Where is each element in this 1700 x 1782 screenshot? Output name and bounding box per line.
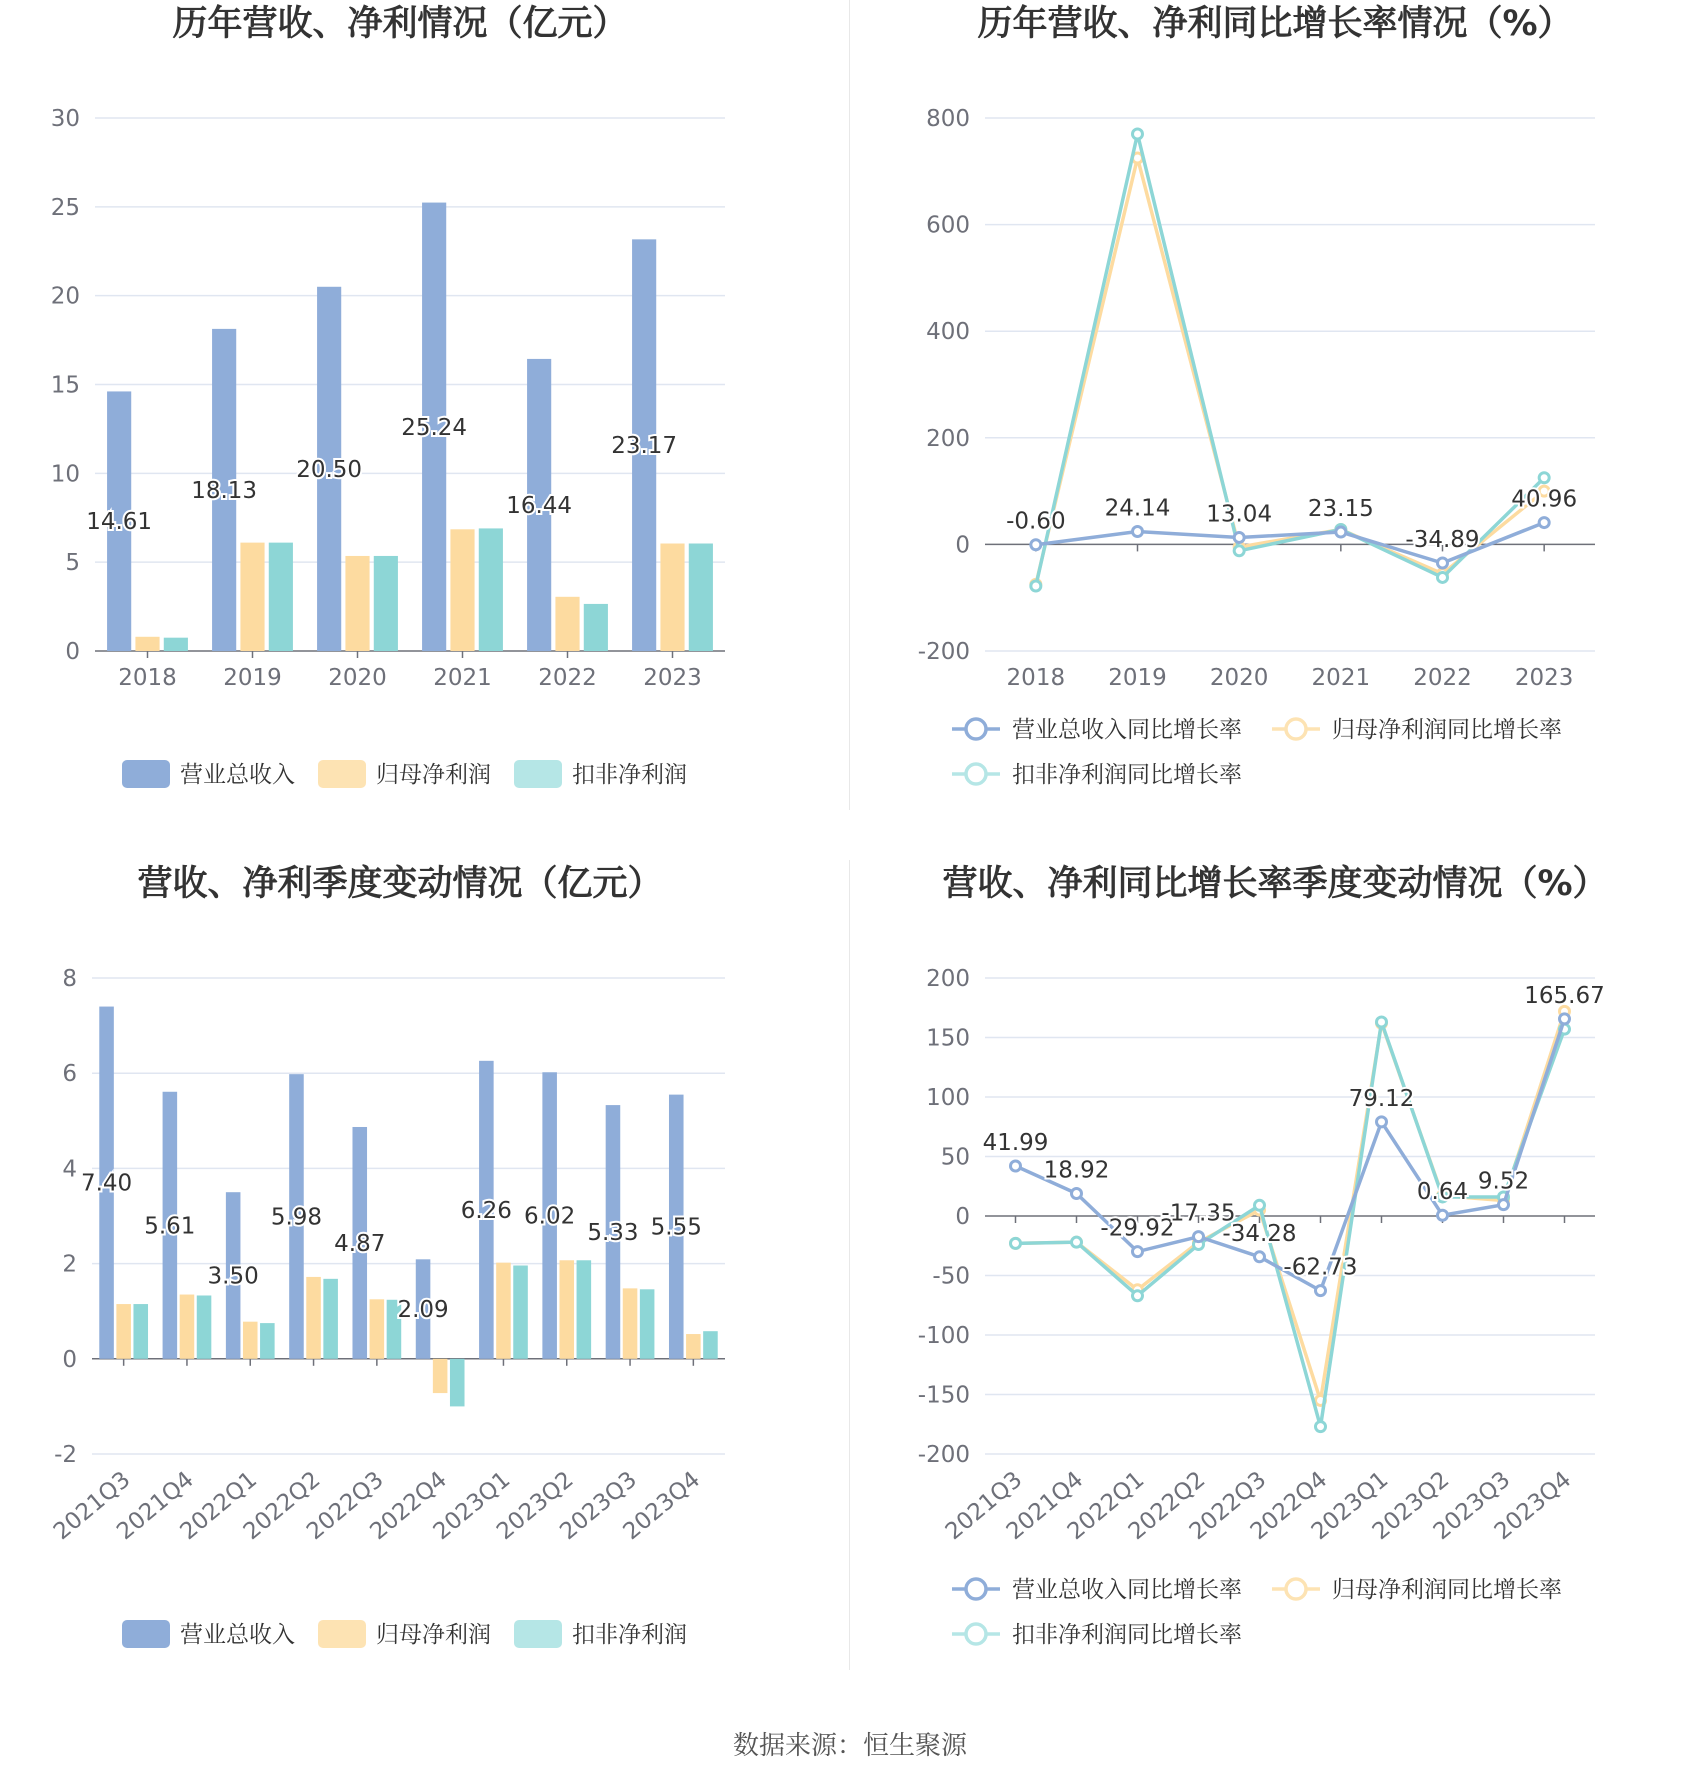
bar <box>496 1263 511 1359</box>
y-tick-label: 0 <box>955 1204 970 1230</box>
y-tick-label: 400 <box>926 319 970 346</box>
y-tick-label: 25 <box>50 194 80 221</box>
data-label: 24.14 <box>1104 495 1171 522</box>
legend-swatch[interactable] <box>318 760 366 788</box>
y-tick-label: 4 <box>62 1156 77 1183</box>
legend-label[interactable]: 营业总收入同比增长率 <box>1012 1577 1242 1603</box>
bar <box>345 556 369 651</box>
data-point <box>1234 546 1244 556</box>
legend-label[interactable]: 扣非净利润同比增长率 <box>1012 1622 1242 1648</box>
series-line <box>1016 1011 1565 1400</box>
x-tick-label: 2020 <box>1209 665 1269 691</box>
x-tick-label: 2022 <box>538 665 597 691</box>
legend-label[interactable]: 营业总收入 <box>180 1622 295 1648</box>
data-label: 18.13 <box>191 477 258 504</box>
x-tick-label: 2021Q3 <box>48 1466 136 1546</box>
legend-swatch-marker[interactable] <box>1286 1579 1306 1599</box>
y-tick-label: 150 <box>926 1025 970 1052</box>
x-tick-label: 2023Q4 <box>1489 1466 1577 1546</box>
bar <box>513 1266 528 1359</box>
bar <box>197 1295 212 1358</box>
legend-swatch-marker[interactable] <box>966 1579 986 1599</box>
x-tick-label: 2021Q3 <box>940 1466 1028 1546</box>
data-point <box>1133 1291 1143 1301</box>
x-tick-label: 2022 <box>1413 665 1472 691</box>
data-point <box>1011 1238 1021 1248</box>
y-tick-label: 5 <box>65 550 80 577</box>
quarterly-revenue-profit-chart <box>0 860 850 1720</box>
quarterly-revenue-profit-panel <box>0 860 850 1720</box>
x-tick-label: 2019 <box>1108 665 1167 691</box>
data-point <box>1438 1210 1448 1220</box>
chart-title: 历年营收、净利同比增长率情况（%） <box>977 4 1573 44</box>
legend-swatch-marker[interactable] <box>966 1624 986 1644</box>
legend-swatch[interactable] <box>122 760 170 788</box>
y-tick-label: -50 <box>932 1263 970 1290</box>
legend-label[interactable]: 扣非净利润 <box>572 762 687 788</box>
data-point <box>1234 532 1244 542</box>
y-tick-label: -2 <box>54 1442 77 1468</box>
data-label: 6.02 <box>524 1203 576 1230</box>
x-tick-label: 2022Q2 <box>238 1466 326 1546</box>
bar <box>269 543 293 651</box>
data-point <box>1072 1237 1082 1247</box>
data-label: 18.92 <box>1043 1157 1110 1184</box>
x-tick-label: 2023Q2 <box>1367 1466 1455 1546</box>
legend-label[interactable]: 归母净利润 <box>376 762 491 788</box>
legend-swatch-marker[interactable] <box>1286 719 1306 739</box>
quarterly-growth-rate-panel <box>850 860 1700 1720</box>
quarterly-growth-rate-chart <box>850 860 1700 1720</box>
data-point <box>1560 1014 1570 1024</box>
legend-swatch[interactable] <box>318 1620 366 1648</box>
legend-swatch[interactable] <box>122 1620 170 1648</box>
y-tick-label: 600 <box>926 212 970 239</box>
x-tick-label: 2021 <box>433 665 492 691</box>
data-point <box>1336 527 1346 537</box>
y-tick-label: -200 <box>917 639 970 665</box>
legend-label[interactable]: 归母净利润同比增长率 <box>1332 1577 1562 1603</box>
series-line <box>1016 1019 1565 1291</box>
x-tick-label: 2019 <box>223 665 282 691</box>
data-label: 14.61 <box>86 509 153 536</box>
data-label: -0.60 <box>1006 508 1066 535</box>
chart-title: 营收、净利季度变动情况（亿元） <box>137 864 663 904</box>
data-point <box>1133 1247 1143 1257</box>
x-tick-label: 2022Q1 <box>1062 1466 1150 1546</box>
data-point <box>1438 572 1448 582</box>
data-point <box>1011 1161 1021 1171</box>
annual-revenue-profit-chart <box>0 0 850 860</box>
bar <box>450 1359 465 1407</box>
bar <box>555 597 579 651</box>
x-tick-label: 2022Q3 <box>1184 1466 1272 1546</box>
data-point <box>1255 1200 1265 1210</box>
data-label: 23.17 <box>611 433 678 460</box>
x-tick-label: 2020 <box>328 665 387 691</box>
bar <box>306 1277 321 1359</box>
x-tick-label: 2023Q2 <box>491 1466 579 1546</box>
data-label: -17.35 <box>1161 1200 1236 1227</box>
data-label: 4.87 <box>334 1230 386 1257</box>
data-label: 3.50 <box>207 1263 259 1290</box>
bar <box>370 1299 385 1359</box>
bar <box>559 1260 574 1359</box>
y-tick-label: 800 <box>926 106 970 132</box>
bar <box>260 1323 275 1359</box>
x-tick-label: 2022Q4 <box>365 1466 453 1546</box>
bar <box>243 1322 258 1359</box>
data-point <box>1539 518 1549 528</box>
y-tick-label: 30 <box>50 106 80 132</box>
bar <box>660 544 684 651</box>
data-point <box>1377 1117 1387 1127</box>
y-tick-label: 100 <box>926 1085 970 1111</box>
data-label: 23.15 <box>1307 496 1374 523</box>
chart-title: 历年营收、净利情况（亿元） <box>172 4 628 44</box>
y-tick-label: 0 <box>65 639 80 665</box>
bar <box>133 1304 148 1359</box>
data-label: 5.55 <box>650 1214 702 1241</box>
bar <box>703 1331 718 1359</box>
data-point <box>1255 1252 1265 1262</box>
data-point <box>1031 581 1041 591</box>
data-label: 20.50 <box>296 456 363 483</box>
legend-label[interactable]: 营业总收入 <box>180 762 295 788</box>
bar <box>164 638 188 651</box>
data-label: 13.04 <box>1206 501 1273 528</box>
y-tick-label: 200 <box>926 966 970 992</box>
x-tick-label: 2022Q4 <box>1245 1466 1333 1546</box>
y-tick-label: -150 <box>917 1382 970 1409</box>
data-point <box>1194 1232 1204 1242</box>
data-point <box>1072 1188 1082 1198</box>
data-label: -62.73 <box>1283 1254 1358 1281</box>
data-label: -34.89 <box>1405 526 1480 553</box>
x-tick-label: 2023Q4 <box>618 1466 706 1546</box>
data-label: 9.52 <box>1477 1168 1530 1195</box>
annual-revenue-profit-panel <box>0 0 850 860</box>
data-label: 5.33 <box>587 1219 639 1246</box>
bar <box>323 1279 338 1359</box>
y-tick-label: 20 <box>50 283 80 310</box>
bar <box>135 637 159 651</box>
bar <box>240 543 264 651</box>
data-label: 25.24 <box>401 414 468 441</box>
x-tick-label: 2023Q3 <box>1428 1466 1516 1546</box>
bar <box>180 1295 195 1359</box>
annual-growth-rate-panel <box>850 0 1700 860</box>
data-point <box>1316 1286 1326 1296</box>
legend-label[interactable]: 归母净利润同比增长率 <box>1332 717 1562 743</box>
data-point <box>1377 1017 1387 1027</box>
bar <box>374 556 398 651</box>
legend-label[interactable]: 扣非净利润同比增长率 <box>1012 762 1242 788</box>
x-tick-label: 2023Q1 <box>1306 1466 1394 1546</box>
chart-title: 营收、净利同比增长率季度变动情况（%） <box>942 864 1608 904</box>
y-tick-label: 6 <box>62 1061 77 1088</box>
data-point <box>1316 1422 1326 1432</box>
y-tick-label: 8 <box>62 966 77 992</box>
legend-label[interactable]: 归母净利润 <box>376 1622 491 1648</box>
data-label: 5.61 <box>144 1213 196 1240</box>
data-label: 6.26 <box>460 1197 512 1224</box>
x-tick-label: 2021Q4 <box>112 1466 199 1546</box>
x-tick-label: 2021Q4 <box>1001 1466 1089 1546</box>
x-tick-label: 2023Q3 <box>555 1466 642 1546</box>
bar <box>450 529 474 651</box>
data-label: -34.28 <box>1222 1220 1297 1247</box>
data-point <box>1133 129 1143 139</box>
x-tick-label: 2018 <box>118 665 177 691</box>
bar <box>623 1288 638 1358</box>
x-tick-label: 2023 <box>643 665 702 691</box>
data-label: 7.40 <box>80 1170 133 1197</box>
data-label: 79.12 <box>1348 1085 1415 1112</box>
bar <box>584 604 608 651</box>
data-point <box>1438 558 1448 568</box>
bar <box>577 1260 592 1359</box>
y-tick-label: 0 <box>62 1346 77 1373</box>
legend-swatch-marker[interactable] <box>966 764 986 784</box>
bar <box>640 1289 655 1358</box>
y-tick-label: 10 <box>50 461 80 488</box>
y-tick-label: 2 <box>62 1251 77 1278</box>
x-tick-label: 2022Q2 <box>1123 1466 1211 1546</box>
bar <box>433 1359 448 1393</box>
y-tick-label: 50 <box>940 1144 970 1171</box>
data-point <box>1539 473 1549 483</box>
data-label: 5.98 <box>270 1204 323 1231</box>
legend-swatch-marker[interactable] <box>966 719 986 739</box>
x-tick-label: 2023 <box>1514 665 1574 691</box>
legend-label[interactable]: 扣非净利润 <box>572 1622 687 1648</box>
data-label: 16.44 <box>506 492 573 519</box>
legend-swatch[interactable] <box>514 1620 562 1648</box>
annual-growth-rate-chart <box>850 0 1700 860</box>
data-point <box>1499 1200 1509 1210</box>
data-label: 165.67 <box>1524 982 1605 1009</box>
bar <box>686 1334 701 1359</box>
data-label: -29.92 <box>1100 1215 1175 1242</box>
y-tick-label: 15 <box>50 372 80 399</box>
data-label: 41.99 <box>982 1130 1049 1157</box>
bar <box>116 1304 131 1359</box>
data-point <box>1133 527 1143 537</box>
legend-label[interactable]: 营业总收入同比增长率 <box>1012 717 1242 743</box>
data-label: 0.64 <box>1416 1179 1469 1206</box>
y-tick-label: -100 <box>917 1323 970 1349</box>
y-tick-label: 200 <box>926 425 970 452</box>
x-tick-label: 2022Q1 <box>175 1466 263 1546</box>
x-tick-label: 2021 <box>1311 665 1371 691</box>
x-tick-label: 2023Q1 <box>428 1466 516 1546</box>
x-tick-label: 2022Q3 <box>302 1466 389 1546</box>
y-tick-label: -200 <box>917 1442 970 1468</box>
legend-swatch[interactable] <box>514 760 562 788</box>
bar <box>689 544 713 651</box>
data-source: 数据来源：恒生聚源 <box>732 1731 967 1761</box>
data-point <box>1031 540 1041 550</box>
data-label: 40.96 <box>1511 486 1578 513</box>
x-tick-label: 2018 <box>1006 665 1066 691</box>
y-tick-label: 0 <box>955 532 970 559</box>
bar <box>479 528 503 651</box>
data-label: 2.09 <box>397 1297 449 1324</box>
